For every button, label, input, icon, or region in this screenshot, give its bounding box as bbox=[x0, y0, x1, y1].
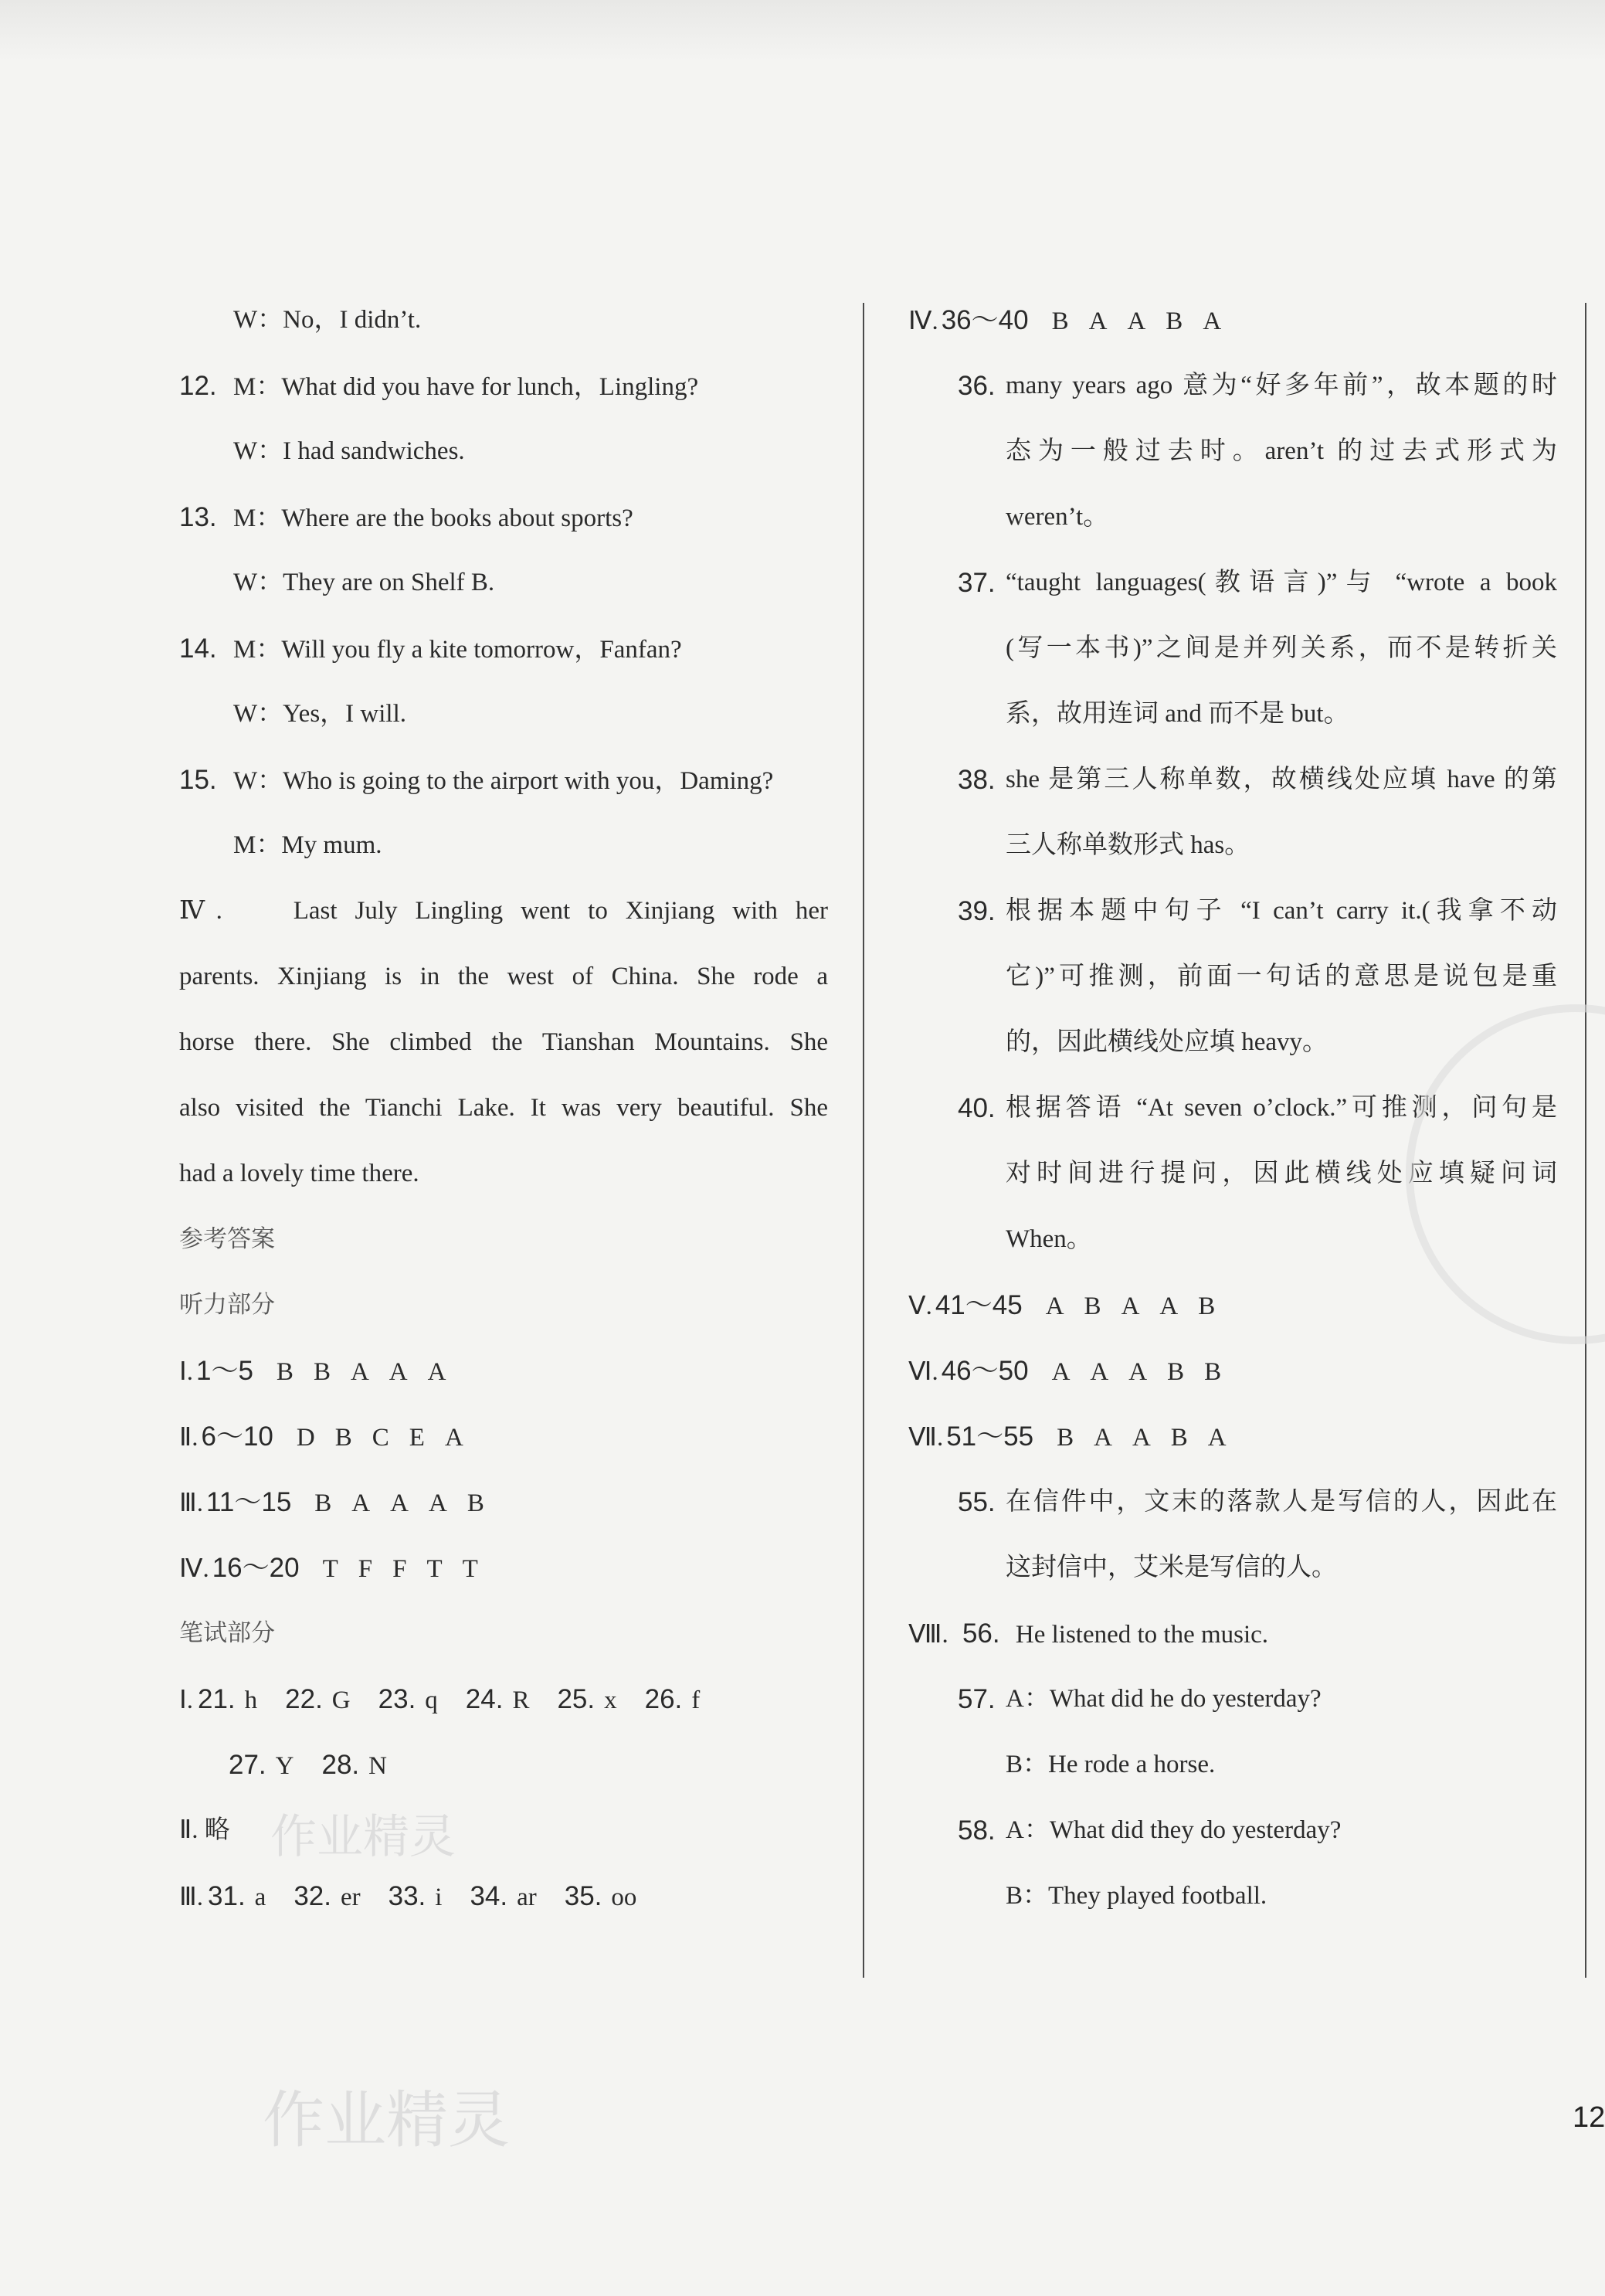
listening-answer-row bbox=[179, 1338, 828, 1404]
explanation-text: 态为一般过去时。aren’t 的过去式形式为 bbox=[1006, 437, 1557, 465]
explanation-text: 的，因此横线处应填 heavy。 bbox=[1006, 1028, 1328, 1056]
watermark: 作业精灵 bbox=[270, 1810, 456, 1864]
roman-numeral: Ⅰ. bbox=[179, 1686, 193, 1714]
answer-range: 6～10 bbox=[201, 1421, 273, 1452]
listening-answer-row bbox=[179, 1469, 828, 1535]
explanation-line bbox=[908, 353, 1557, 419]
question-number: 22. bbox=[285, 1684, 323, 1714]
top-shading bbox=[0, 0, 1605, 62]
question-number: 34. bbox=[470, 1881, 508, 1911]
answer-letter: B bbox=[1198, 1292, 1216, 1320]
answer-letter: B bbox=[314, 1489, 332, 1517]
written-section-1-row-2 bbox=[179, 1732, 828, 1798]
explanation-line bbox=[908, 1535, 1557, 1601]
question-number: 31. bbox=[208, 1881, 246, 1911]
explanation-line bbox=[908, 1469, 1557, 1535]
answer-value: a bbox=[254, 1883, 266, 1911]
dialogue-line bbox=[179, 813, 828, 878]
listening-answer-row bbox=[179, 1404, 828, 1469]
answer-letter: T bbox=[462, 1555, 478, 1583]
question-number: 15. bbox=[179, 765, 217, 795]
roman-numeral: Ⅶ. bbox=[908, 1424, 944, 1452]
qa-text: A：What did he do yesterday? bbox=[1006, 1685, 1322, 1713]
roman-numeral: Ⅷ. bbox=[908, 1621, 948, 1649]
answer-letter: A bbox=[1132, 1424, 1151, 1452]
answer-letter: B bbox=[1084, 1292, 1101, 1320]
written-section-1-row-1 bbox=[179, 1666, 828, 1732]
qa-line bbox=[908, 1798, 1557, 1863]
answer-letter: A bbox=[1203, 307, 1222, 335]
watermark-lower: 作业精灵 bbox=[263, 2084, 510, 2156]
dialogue-line bbox=[179, 287, 828, 353]
question-number: 13. bbox=[179, 502, 217, 532]
answer-letter: A bbox=[1090, 1358, 1109, 1386]
answer-letter: A bbox=[1094, 1424, 1112, 1452]
question-number: 28. bbox=[321, 1750, 360, 1780]
explanation-line bbox=[908, 747, 1557, 813]
heading-answers: 参考答案 bbox=[179, 1225, 275, 1253]
explanation-line bbox=[908, 550, 1557, 616]
answer-value: q bbox=[425, 1686, 438, 1714]
qa-text: A：What did they do yesterday? bbox=[1006, 1816, 1342, 1844]
explanation-55 bbox=[908, 1469, 1557, 1601]
answer-letter: C bbox=[372, 1424, 389, 1452]
explanation-text: 它)”可推测，前面一句话的意思是说包是重 bbox=[1006, 963, 1557, 990]
roman-numeral: Ⅰ. bbox=[179, 1358, 193, 1386]
qa-line bbox=[908, 1666, 1557, 1732]
question-number: 12. bbox=[179, 371, 217, 401]
explanation-text: 对时间进行提问，因此横线处应填疑问词 bbox=[1006, 1160, 1557, 1187]
answer-letter: B bbox=[467, 1489, 484, 1517]
dialogue-line bbox=[179, 747, 828, 813]
dialogue-text: W：I had sandwiches. bbox=[233, 437, 465, 465]
answer-letter: A bbox=[351, 1489, 371, 1517]
question-58 bbox=[908, 1798, 1557, 1929]
answer-value: R bbox=[512, 1686, 530, 1714]
qa-text: B：He rode a horse. bbox=[1006, 1751, 1216, 1778]
answer-text: He listened to the music. bbox=[1015, 1621, 1269, 1649]
question-number: 38. bbox=[958, 765, 996, 795]
qa-line bbox=[908, 1863, 1557, 1929]
answer-range: 11～15 bbox=[206, 1487, 292, 1517]
explanation-text: 在信件中，文末的落款人是写信的人，因此在 bbox=[1006, 1488, 1557, 1516]
answer-letter: A bbox=[1045, 1292, 1064, 1320]
explanation-text: (写一本书)”之间是并列关系，而不是转折关 bbox=[1006, 634, 1557, 662]
explanation-line bbox=[908, 484, 1557, 550]
dialogue-block bbox=[179, 287, 828, 878]
answer-letter: A bbox=[350, 1358, 369, 1386]
explanation-text: she 是第三人称单数，故横线处应填 have 的第 bbox=[1006, 766, 1557, 793]
answer-value: x bbox=[604, 1686, 617, 1714]
explanation-line bbox=[908, 681, 1557, 747]
answer-letter: D bbox=[296, 1424, 315, 1452]
answer-letter: B bbox=[1051, 307, 1069, 335]
answer-letter: A bbox=[428, 1489, 447, 1517]
question-number: 32. bbox=[294, 1881, 331, 1911]
answer-letter: F bbox=[358, 1555, 373, 1583]
passage-line: Ⅳ. Last July Lingling went to Xinjiang with her bbox=[179, 897, 828, 925]
answer-letter: A bbox=[1159, 1292, 1179, 1320]
answer-letter: A bbox=[390, 1489, 409, 1517]
question-number: 26. bbox=[644, 1684, 683, 1714]
explanation-text: weren’t。 bbox=[1006, 503, 1109, 531]
roman-numeral: Ⅱ. bbox=[179, 1816, 199, 1844]
answer-letter: A bbox=[1127, 307, 1146, 335]
roman-numeral: Ⅵ. bbox=[908, 1358, 938, 1386]
dialogue-line bbox=[179, 616, 828, 681]
answer-value: i bbox=[435, 1883, 443, 1911]
explanation-line bbox=[908, 944, 1557, 1010]
dialogue-line bbox=[179, 550, 828, 616]
roman-numeral: Ⅴ. bbox=[908, 1292, 932, 1320]
answer-range: 36～40 bbox=[941, 305, 1029, 335]
column-divider bbox=[863, 303, 864, 1978]
question-number: 57. bbox=[958, 1684, 996, 1714]
question-number: 35. bbox=[564, 1881, 602, 1911]
answer-letter: B bbox=[1057, 1424, 1074, 1452]
dialogue-text: M：Will you fly a kite tomorrow，Fanfan? bbox=[233, 636, 682, 664]
question-number: 14. bbox=[179, 633, 217, 664]
explanation-text: 这封信中，艾米是写信的人。 bbox=[1006, 1554, 1337, 1581]
answer-row-36-40 bbox=[908, 287, 1557, 353]
question-number: 58. bbox=[958, 1815, 996, 1846]
answer-letter: B bbox=[1166, 307, 1183, 335]
explanation-text: When。 bbox=[1006, 1225, 1092, 1253]
explanation-line bbox=[908, 616, 1557, 681]
page-number: 12 bbox=[1573, 2101, 1605, 2134]
explanation-text: “taught languages(教语言)”与 “wrote a book bbox=[1006, 569, 1557, 596]
explanation-text: 根据本题中句子 “I can’t carry it.(我拿不动 bbox=[1006, 897, 1557, 925]
question-57 bbox=[908, 1666, 1557, 1798]
answer-letter: B bbox=[313, 1358, 331, 1386]
answer-value: oo bbox=[611, 1883, 637, 1911]
explanation-text: 三人称单数形式 has。 bbox=[1006, 831, 1250, 859]
answer-range: 51～55 bbox=[946, 1421, 1034, 1452]
question-number: 39. bbox=[958, 896, 996, 926]
dialogue-text: W：No，I didn’t. bbox=[233, 306, 422, 334]
answer-letter: B bbox=[1170, 1424, 1188, 1452]
question-number: 24. bbox=[465, 1684, 504, 1714]
answer-letter: A bbox=[1121, 1292, 1140, 1320]
answer-letter: A bbox=[1207, 1424, 1227, 1452]
explanation-line bbox=[908, 813, 1557, 878]
answer-letter: A bbox=[1128, 1358, 1148, 1386]
dialogue-text: M：What did you have for lunch，Lingling? bbox=[233, 373, 699, 401]
explanation-text: many years ago 意为“好多年前”，故本题的时 bbox=[1006, 372, 1557, 399]
answer-range: 1～5 bbox=[195, 1356, 253, 1386]
question-number: 27. bbox=[229, 1750, 266, 1780]
question-number: 25. bbox=[557, 1684, 596, 1714]
left-column bbox=[179, 287, 828, 1929]
answer-letter: T bbox=[322, 1555, 338, 1583]
question-number: 37. bbox=[958, 568, 996, 598]
written-2-answer: 略 bbox=[204, 1816, 230, 1844]
passage-line: also visited the Tianchi Lake. It was very beautiful. She bbox=[179, 1094, 828, 1122]
dialogue-line bbox=[179, 681, 828, 747]
answer-range: 41～45 bbox=[935, 1290, 1023, 1320]
answer-letter: F bbox=[392, 1555, 407, 1583]
roman-numeral: Ⅳ. bbox=[908, 307, 938, 335]
question-number: 40. bbox=[958, 1093, 996, 1123]
dialogue-text: W：Who is going to the airport with you，Daming? bbox=[233, 767, 774, 795]
question-number: 36. bbox=[958, 371, 996, 401]
explanation-text: 根据答语 “At seven o’clock.”可推测，问句是 bbox=[1006, 1094, 1557, 1122]
explanation-text: 系，故用连词 and 而不是 but。 bbox=[1006, 700, 1349, 728]
qa-text: B：They played football. bbox=[1006, 1882, 1267, 1910]
passage-block bbox=[179, 878, 828, 1207]
answer-letter: B bbox=[276, 1358, 294, 1386]
answer-row-46-50 bbox=[908, 1338, 1557, 1404]
answer-row-51-55 bbox=[908, 1404, 1557, 1469]
question-56 bbox=[908, 1601, 1557, 1666]
answer-value: Y bbox=[275, 1752, 294, 1780]
answer-value: ar bbox=[517, 1883, 537, 1911]
answer-letter: E bbox=[409, 1424, 425, 1452]
dialogue-text: M：Where are the books about sports? bbox=[233, 504, 633, 532]
answer-letter: B bbox=[334, 1424, 352, 1452]
answer-letter: A bbox=[1051, 1358, 1071, 1386]
dialogue-line bbox=[179, 484, 828, 550]
answer-letter: B bbox=[1167, 1358, 1185, 1386]
question-number: 33. bbox=[388, 1881, 426, 1911]
qa-line bbox=[908, 1732, 1557, 1798]
answer-value: N bbox=[368, 1752, 387, 1780]
answer-letter: A bbox=[444, 1424, 463, 1452]
heading-listening: 听力部分 bbox=[179, 1291, 275, 1319]
answer-value: h bbox=[244, 1686, 258, 1714]
roman-numeral: Ⅲ. bbox=[179, 1489, 204, 1517]
answer-value: f bbox=[691, 1686, 701, 1714]
passage-line: had a lovely time there. bbox=[179, 1160, 419, 1187]
passage-line: horse there. She climbed the Tianshan Mountains. She bbox=[179, 1028, 828, 1056]
passage-line: parents. Xinjiang is in the west of China. She rode a bbox=[179, 963, 828, 990]
roman-numeral: Ⅲ. bbox=[179, 1883, 204, 1911]
explanation-line bbox=[908, 419, 1557, 484]
answer-range: 46～50 bbox=[941, 1356, 1029, 1386]
heading-written: 笔试部分 bbox=[179, 1619, 275, 1647]
answer-letter: A bbox=[1088, 307, 1108, 335]
dialogue-line bbox=[179, 419, 828, 484]
question-number: 21. bbox=[197, 1684, 236, 1714]
listening-answer-row bbox=[179, 1535, 828, 1601]
listening-answers bbox=[179, 1338, 828, 1601]
dialogue-text: W：They are on Shelf B. bbox=[233, 569, 495, 596]
answer-letter: T bbox=[426, 1555, 443, 1583]
question-number: 56. bbox=[962, 1618, 1000, 1649]
question-number: 23. bbox=[378, 1684, 416, 1714]
dialogue-line bbox=[179, 353, 828, 419]
written-section-3 bbox=[179, 1863, 828, 1929]
answer-range: 16～20 bbox=[212, 1553, 300, 1583]
roman-numeral: Ⅳ. bbox=[179, 1555, 209, 1583]
question-number: 55. bbox=[958, 1487, 996, 1517]
answer-letter: B bbox=[1204, 1358, 1222, 1386]
dialogue-text: M：My mum. bbox=[233, 831, 382, 859]
roman-numeral: Ⅱ. bbox=[179, 1424, 199, 1452]
answer-letter: A bbox=[389, 1358, 408, 1386]
dialogue-text: W：Yes，I will. bbox=[233, 700, 406, 728]
answer-letter: A bbox=[427, 1358, 446, 1386]
explanation-line bbox=[908, 878, 1557, 944]
answer-value: G bbox=[331, 1686, 351, 1714]
answer-value: er bbox=[340, 1883, 361, 1911]
